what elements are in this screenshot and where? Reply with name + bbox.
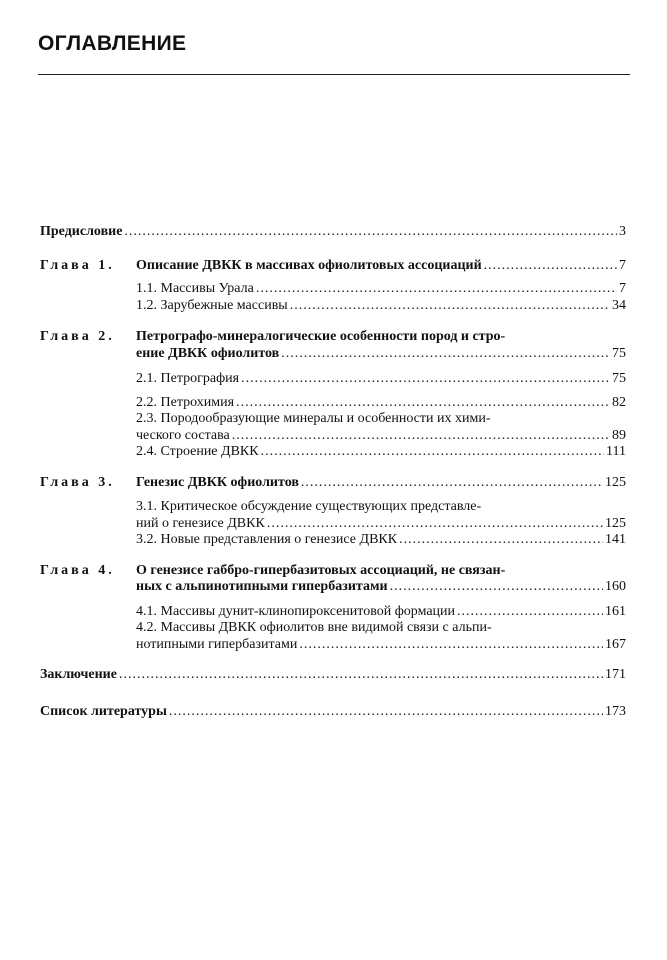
page-number: 167: [605, 636, 626, 652]
toc-section-4-1[interactable]: [40, 604, 626, 621]
page-number: 160: [605, 579, 626, 594]
page-number: 3: [619, 224, 626, 239]
entry-title: 2.2. Петрохимия: [136, 394, 235, 410]
entry-title-line: 3.1. Критическое обсуждение существующих представле-: [136, 499, 482, 514]
chapter-label: Глава 1.: [40, 257, 115, 273]
page-number: 82: [612, 394, 626, 410]
entry-title-line: ческого состава: [136, 427, 230, 443]
entry-title: 3.2. Новые представления о генезисе ДВКК: [136, 532, 398, 547]
toc-section-4-2[interactable]: [40, 620, 626, 653]
dot-leader: [390, 579, 603, 596]
dot-leader: [261, 444, 604, 461]
dot-leader: [256, 281, 617, 298]
toc-section-1-2[interactable]: [40, 298, 626, 315]
entry-title-line: ение ДВКК офиолитов: [136, 345, 280, 361]
dot-leader: [281, 346, 610, 363]
dot-leader: [457, 604, 603, 621]
toc-entry-conclusion[interactable]: [40, 667, 626, 684]
entry-title-line: нотипными гипербазитами: [136, 636, 298, 652]
toc-section-3-1[interactable]: [40, 499, 626, 532]
page-number: 173: [605, 703, 626, 719]
page-number: 171: [605, 667, 626, 682]
title-rule: [38, 74, 630, 75]
dot-leader: [290, 298, 610, 315]
chapter-label: Глава 4.: [40, 562, 115, 578]
dot-leader: [399, 532, 603, 549]
entry-title: 1.1. Массивы Урала: [136, 281, 254, 296]
toc-section-2-1[interactable]: [40, 371, 626, 388]
page-number: 161: [605, 603, 626, 619]
entry-title-line: ний о генезисе ДВКК: [136, 515, 265, 531]
toc-section-2-2[interactable]: [40, 395, 626, 412]
entry-title: 1.2. Зарубежные массивы: [136, 297, 288, 313]
page-number: 34: [612, 297, 626, 313]
page-number: 141: [605, 532, 626, 547]
dot-leader: [484, 258, 617, 275]
entry-title: 2.1. Петрография: [136, 371, 240, 386]
toc-chapter-3[interactable]: [40, 475, 626, 492]
dot-leader: [267, 516, 603, 533]
toc-section-1-1[interactable]: [40, 281, 626, 298]
entry-title-line: 2.3. Породообразующие минералы и особенности их хими-: [136, 411, 491, 426]
toc-section-3-2[interactable]: [40, 532, 626, 549]
toc-chapter-1[interactable]: [40, 258, 626, 275]
chapter-label: Глава 2.: [40, 329, 115, 344]
entry-title: Список литературы: [40, 703, 167, 719]
entry-title: Описание ДВКК в массивах офиолитовых ассоциаций: [136, 257, 482, 273]
chapter-label: Глава 3.: [40, 474, 115, 490]
toc-entry-references[interactable]: [40, 704, 626, 721]
dot-leader: [236, 395, 610, 412]
dot-leader: [124, 224, 617, 241]
dot-leader: [119, 667, 603, 684]
toc-chapter-4[interactable]: [40, 563, 626, 596]
entry-title: Предисловие: [40, 224, 123, 239]
dot-leader: [241, 371, 610, 388]
page-number: 7: [619, 281, 626, 296]
entry-title-line: Петрографо-минералогические особенности пород и стро-: [136, 329, 506, 344]
page-number: 125: [605, 515, 626, 531]
toc-section-2-4[interactable]: [40, 444, 626, 461]
dot-leader: [232, 428, 610, 445]
entry-title-line: 4.2. Массивы ДВКК офиолитов вне видимой связи с альпи-: [136, 620, 492, 635]
toc-entry-preface[interactable]: [40, 224, 626, 241]
page-title: ОГЛАВЛЕНИЕ: [38, 32, 187, 55]
dot-leader: [169, 704, 603, 721]
entry-title-line: О генезисе габбро-гипербазитовых ассоциаций, не связан-: [136, 562, 506, 578]
page-number: 7: [619, 257, 626, 273]
dot-leader: [301, 475, 603, 492]
entry-title: Генезис ДВКК офиолитов: [136, 474, 299, 490]
entry-title: 2.4. Строение ДВКК: [136, 444, 259, 459]
entry-title: Заключение: [40, 667, 117, 682]
toc-section-2-3[interactable]: [40, 411, 626, 444]
page-number: 75: [612, 371, 626, 386]
page-number: 111: [606, 444, 626, 459]
entry-title-line: ных с альпинотипными гипербазитами: [136, 579, 388, 594]
toc-chapter-2[interactable]: [40, 329, 626, 362]
entry-title: 4.1. Массивы дунит-клинопироксенитовой формации: [136, 603, 456, 619]
table-of-contents: [40, 224, 626, 720]
dot-leader: [299, 637, 603, 654]
page-number: 89: [612, 427, 626, 443]
page-number: 75: [612, 345, 626, 361]
page-number: 125: [605, 474, 626, 490]
